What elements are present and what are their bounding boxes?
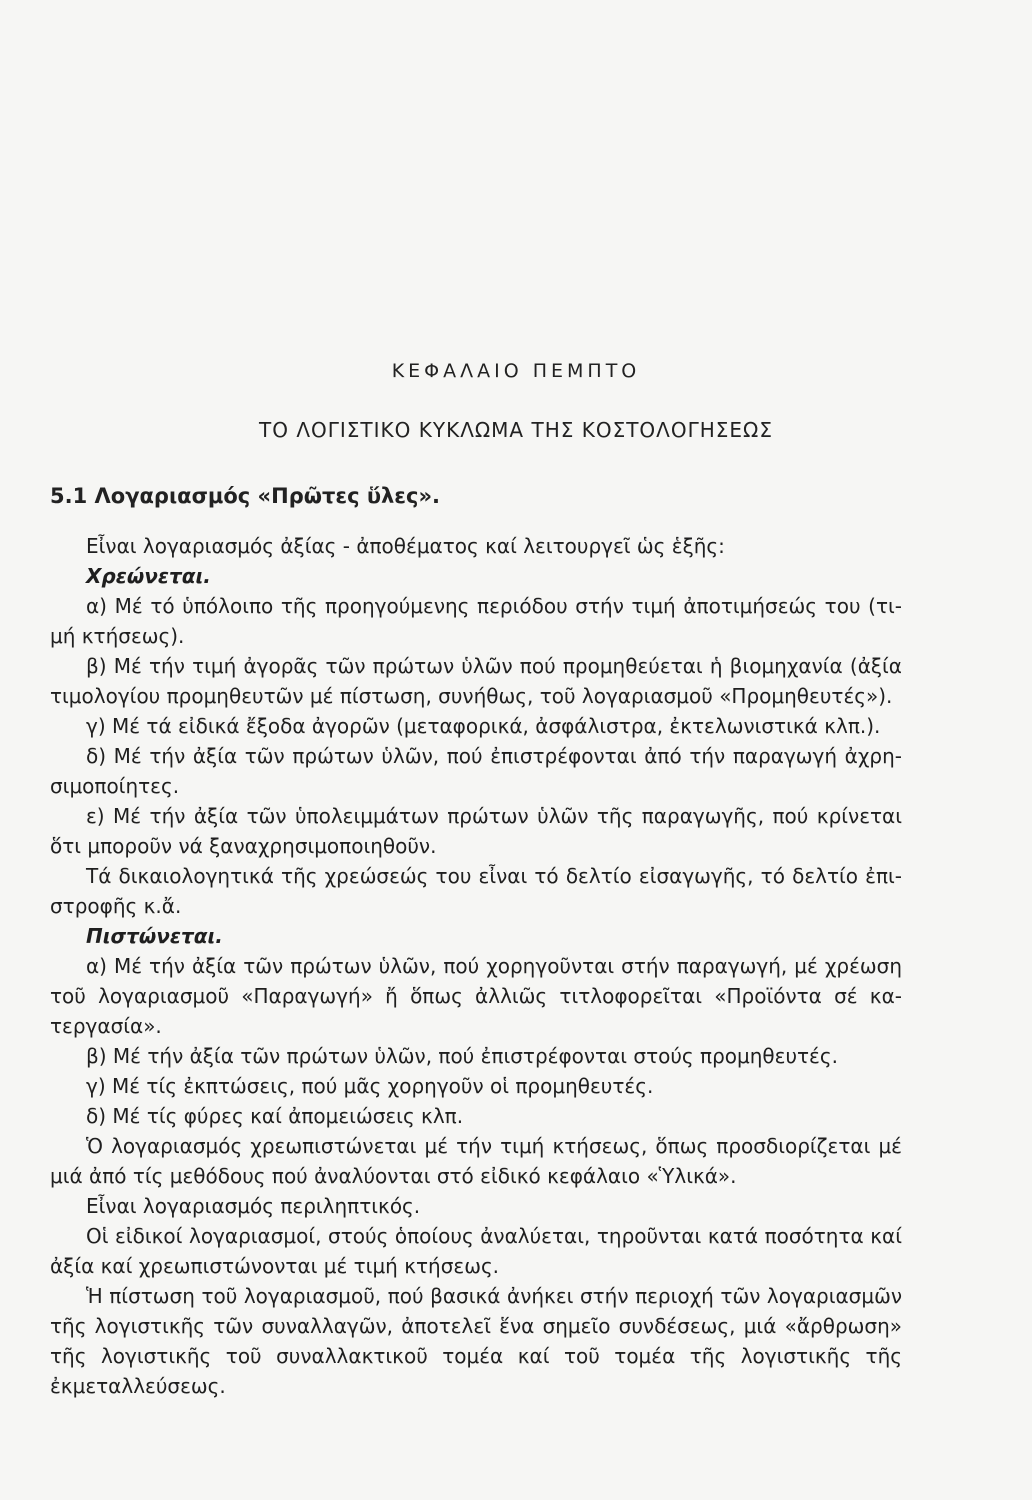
summary-line: Εἶναι λογαριασμός περιληπτικός. [86,1194,421,1218]
credit-heading: Πιστώνεται. [86,924,223,948]
credit-item-b: β) Μέ τήν ἀξία τῶν πρώτων ὑλῶν, πού ἐπιστρέφονται στούς προμηθευτές. [86,1044,838,1068]
debit-item-b: β) Μέ τήν τιμή ἀγορᾶς τῶν πρώτων ὑλῶν πού προμηθεύεται ἡ βιομηχανία (ἀξία τιμολογίου προμηθευτῶν μέ πίστωση, συνήθως, τοῦ λογαριασμοῦ «Προμηθευτές»). [50,654,902,708]
debit-item-a: α) Μέ τό ὑπόλοιπο τῆς προηγούμενης περιόδου στήν τιμή ἀποτιμήσεώς του (τιμή κτήσεως). [50,594,902,648]
cost-note: Ὁ λογαριασμός χρεωπιστώνεται μέ τήν τιμή κτήσεως, ὅπως προσδιορίζεται μέ μιά ἀπό τίς μεθόδους πού ἀναλύονται στό εἰδικό κεφάλαιο «Ὑλικά». [50,1134,902,1188]
chapter-title: ΤΟ ΛΟΓΙΣΤΙΚΟ ΚΥΚΛΩΜΑ ΤΗΣ ΚΟΣΤΟΛΟΓΗΣΕΩΣ [259,418,773,442]
credit-item-a: α) Μέ τήν ἀξία τῶν πρώτων ὑλῶν, πού χορηγοῦνται στήν παραγωγή, μέ χρέωση τοῦ λογαριασμοῦ «Παραγωγή» ἤ ὅπως ἀλλιῶς τιτλοφορεῖται «Προϊόντα σέ κατεργασία». [50,954,902,1038]
debit-item-d: δ) Μέ τήν ἀξία τῶν πρώτων ὑλῶν, πού ἐπιστρέφονται ἀπό τήν παραγωγή ἀχρησιμοποίητες. [50,744,902,798]
debit-documents: Τά δικαιολογητικά τῆς χρεώσεώς του εἶναι τό δελτίο εἰσαγωγῆς, τό δελτίο ἐπιστροφῆς κ.ἄ. [50,864,902,918]
section-heading: 5.1 Λογαριασμός «Πρῶτες ὕλες». [50,484,440,508]
debit-heading: Χρεώνεται. [86,564,211,588]
body-text [50,531,902,1401]
special-accounts: Οἱ εἰδικοί λογαριασμοί, στούς ὁποίους ἀναλύεται, τηροῦνται κατά ποσότητα καί ἀξία καί χρεωπιστώνονται μέ τιμή κτήσεως. [50,1224,902,1278]
paragraph-intro: Εἶναι λογαριασμός ἀξίας - ἀποθέματος καί λειτουργεῖ ὡς ἑξῆς: [86,534,725,558]
debit-item-e: ε) Μέ τήν ἀξία τῶν ὑπολειμμάτων πρώτων ὑλῶν τῆς παραγωγῆς, πού κρίνεται ὅτι μποροῦν νά ξαναχρησιμοποιηθοῦν. [50,804,902,858]
closing-paragraph: Ἡ πίστωση τοῦ λογαριασμοῦ, πού βασικά ἀνήκει στήν περιοχή τῶν λογαριασμῶν τῆς λογιστικῆς τῶν συναλλαγῶν, ἀποτελεῖ ἕνα σημεῖο συνδέσεως, μιά «ἄρθρωση» τῆς λογιστικῆς τοῦ συναλλακτικοῦ τομέα καί τοῦ τομέα τῆς λογιστικῆς τῆς ἐκμεταλλεύσεως. [50,1284,902,1398]
debit-item-c: γ) Μέ τά εἰδικά ἔξοδα ἀγορῶν (μεταφορικά, ἀσφάλιστρα, ἐκτελωνιστικά κλπ.). [86,714,881,738]
chapter-label: ΚΕΦΑΛΑΙΟ ΠΕΜΠΤΟ [391,360,641,382]
credit-item-c: γ) Μέ τίς ἐκπτώσεις, πού μᾶς χορηγοῦν οἱ προμηθευτές. [86,1074,654,1098]
credit-item-d: δ) Μέ τίς φύρες καί ἀπομειώσεις κλπ. [86,1104,464,1128]
